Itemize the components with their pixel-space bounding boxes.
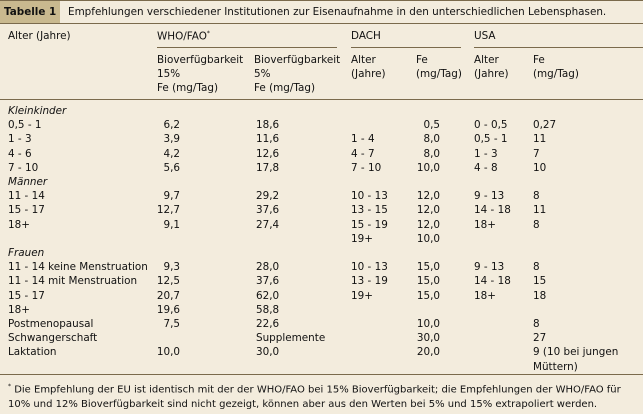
cell-ua: 18+ [474, 290, 496, 302]
cell-age: 15 - 17 [8, 290, 45, 302]
cell-ua: 1 - 3 [474, 148, 498, 160]
bottom-rule [0, 374, 643, 375]
cell-age: 18+ [8, 304, 30, 316]
header-dach-age-line: Alter [351, 54, 376, 66]
cell-da: 10 - 13 [351, 261, 388, 273]
cell-df: 8,0 [423, 133, 440, 145]
cell-w15: 3,9 [163, 133, 180, 145]
rule-usa [474, 47, 643, 48]
cell-ua: 9 - 13 [474, 261, 505, 273]
cell-uf: 18 [533, 290, 547, 302]
cell-ua: 18+ [474, 219, 496, 231]
cell-age: Laktation [8, 346, 57, 358]
cell-age: 11 - 14 keine Menstruation [8, 261, 148, 273]
cell-w5: 22,6 [256, 318, 280, 330]
cell-df: 20,0 [416, 346, 440, 358]
cell-da: 10 - 13 [351, 190, 388, 202]
header-usa-fe-line: (mg/Tag) [533, 68, 579, 80]
cell-w15: 12,5 [156, 275, 180, 287]
cell-age: 11 - 14 [8, 190, 45, 202]
cell-da: 15 - 19 [351, 219, 388, 231]
rule-who [157, 47, 337, 48]
cell-uf: 8 [533, 219, 540, 231]
cell-df: 15,0 [416, 261, 440, 273]
cell-da: 19+ [351, 290, 373, 302]
cell-uf: 9 (10 bei jungen [533, 346, 619, 358]
cell-uf: 8 [533, 318, 540, 330]
cell-uf: 11 [533, 133, 547, 145]
header-rule [0, 99, 643, 100]
footnote: * Die Empfehlung der EU ist identisch mit der der WHO/FAO bei 15% Bioverfügbarkeit; die Empfehlungen der WHO/FAO für 10% und 12% Bioverfügbarkeit sind nicht gezeigt, können aber aus den Werten bei 5% und 15% extrapoliert werden. [8, 383, 621, 411]
cell-da: 4 - 7 [351, 148, 375, 160]
cell-uf: 8 [533, 190, 540, 202]
cell-df: 8,0 [423, 148, 440, 160]
cell-age: Postmenopausal [8, 318, 94, 330]
cell-df: 12,0 [416, 204, 440, 216]
cell-w5: 11,6 [256, 133, 280, 145]
header-who5-line: 5% [254, 68, 271, 80]
table-label: Tabelle 1 [0, 1, 60, 23]
table-caption-text: Empfehlungen verschiedener Institutionen zur Eisenaufnahme in den unterschiedlichen Lebensphasen. [68, 6, 607, 18]
header-usa-age-line: Alter [474, 54, 499, 66]
cell-w15: 19,6 [156, 304, 180, 316]
section-heading: Kleinkinder [8, 105, 67, 117]
cell-w5: 12,6 [256, 148, 280, 160]
cell-age: 1 - 3 [8, 133, 32, 145]
cell-age: 11 - 14 mit Menstruation [8, 275, 138, 287]
cell-w15: 20,7 [156, 290, 180, 302]
cell-w15: 5,6 [163, 162, 180, 174]
header-dach: DACH [351, 30, 381, 42]
cell-uf: 27 [533, 332, 547, 344]
cell-w15: 4,2 [163, 148, 180, 160]
cell-da: 13 - 19 [351, 275, 388, 287]
header-dach-fe-line: Fe [416, 54, 428, 66]
header-who15-line: Fe (mg/Tag) [157, 82, 219, 94]
cell-w15: 9,1 [163, 219, 180, 231]
cell-ua: 14 - 18 [474, 204, 511, 216]
cell-w5: 37,6 [256, 204, 280, 216]
cell-df: 10,0 [416, 162, 440, 174]
cell-w15: 9,3 [163, 261, 180, 273]
cell-da: 13 - 15 [351, 204, 388, 216]
cell-df: 30,0 [416, 332, 440, 344]
cell-age: 7 - 10 [8, 162, 39, 174]
cell-age: 18+ [8, 219, 30, 231]
header-usa-age-line: (Jahre) [474, 68, 509, 80]
header-dach-fe-line: (mg/Tag) [416, 68, 462, 80]
header-who5-line: Fe (mg/Tag) [254, 82, 316, 94]
cell-w5: 18,6 [256, 119, 280, 131]
cell-uf: 15 [533, 275, 547, 287]
cell-age: 4 - 6 [8, 148, 32, 160]
section-heading: Männer [8, 176, 48, 188]
cell-w15: 7,5 [163, 318, 180, 330]
cell-ua: 0,5 - 1 [474, 133, 508, 145]
cell-df: 10,0 [416, 233, 440, 245]
cell-age: Schwangerschaft [8, 332, 98, 344]
cell-df: 0,5 [423, 119, 440, 131]
header-who15-line: Bioverfügbarkeit [157, 54, 244, 66]
header-who15-line: 15% [157, 68, 181, 80]
cell-df: 15,0 [416, 290, 440, 302]
cell-ua: 14 - 18 [474, 275, 511, 287]
cell-w5: 62,0 [256, 290, 280, 302]
rule-dach [351, 47, 461, 48]
header-dach-age-line: (Jahre) [351, 68, 386, 80]
cell-w15: 9,7 [163, 190, 180, 202]
cell-df: 12,0 [416, 190, 440, 202]
cell-w15: 12,7 [156, 204, 180, 216]
cell-ua: 9 - 13 [474, 190, 505, 202]
cell-w5: 29,2 [256, 190, 280, 202]
cell-w5: 37,6 [256, 275, 280, 287]
section-heading: Frauen [8, 247, 45, 259]
cell-da: 19+ [351, 233, 373, 245]
header-usa-fe-line: Fe [533, 54, 545, 66]
cell-w5: 28,0 [256, 261, 280, 273]
table-caption [0, 0, 643, 24]
header-who5-line: Bioverfügbarkeit [254, 54, 341, 66]
cell-df: 15,0 [416, 275, 440, 287]
cell-ua: 4 - 8 [474, 162, 498, 174]
cell-age: 0,5 - 1 [8, 119, 42, 131]
cell-ua: 0 - 0,5 [474, 119, 508, 131]
cell-uf: 7 [533, 148, 540, 160]
cell-uf: 8 [533, 261, 540, 273]
cell-w5: 17,8 [256, 162, 280, 174]
header-age: Alter (Jahre) [8, 30, 71, 42]
cell-age: 15 - 17 [8, 204, 45, 216]
cell-w5: Supplemente [256, 332, 326, 344]
header-usa: USA [474, 30, 496, 42]
cell-uf: Müttern) [533, 361, 578, 373]
cell-uf: 11 [533, 204, 547, 216]
cell-w5: 30,0 [256, 346, 280, 358]
cell-da: 7 - 10 [351, 162, 382, 174]
cell-da: 1 - 4 [351, 133, 375, 145]
cell-w5: 27,4 [256, 219, 280, 231]
cell-df: 10,0 [416, 318, 440, 330]
header-who: WHO/FAO* [157, 30, 210, 43]
cell-w5: 58,8 [256, 304, 280, 316]
cell-w15: 10,0 [156, 346, 180, 358]
cell-df: 12,0 [416, 219, 440, 231]
cell-uf: 0,27 [533, 119, 557, 131]
cell-uf: 10 [533, 162, 547, 174]
cell-w15: 6,2 [163, 119, 180, 131]
